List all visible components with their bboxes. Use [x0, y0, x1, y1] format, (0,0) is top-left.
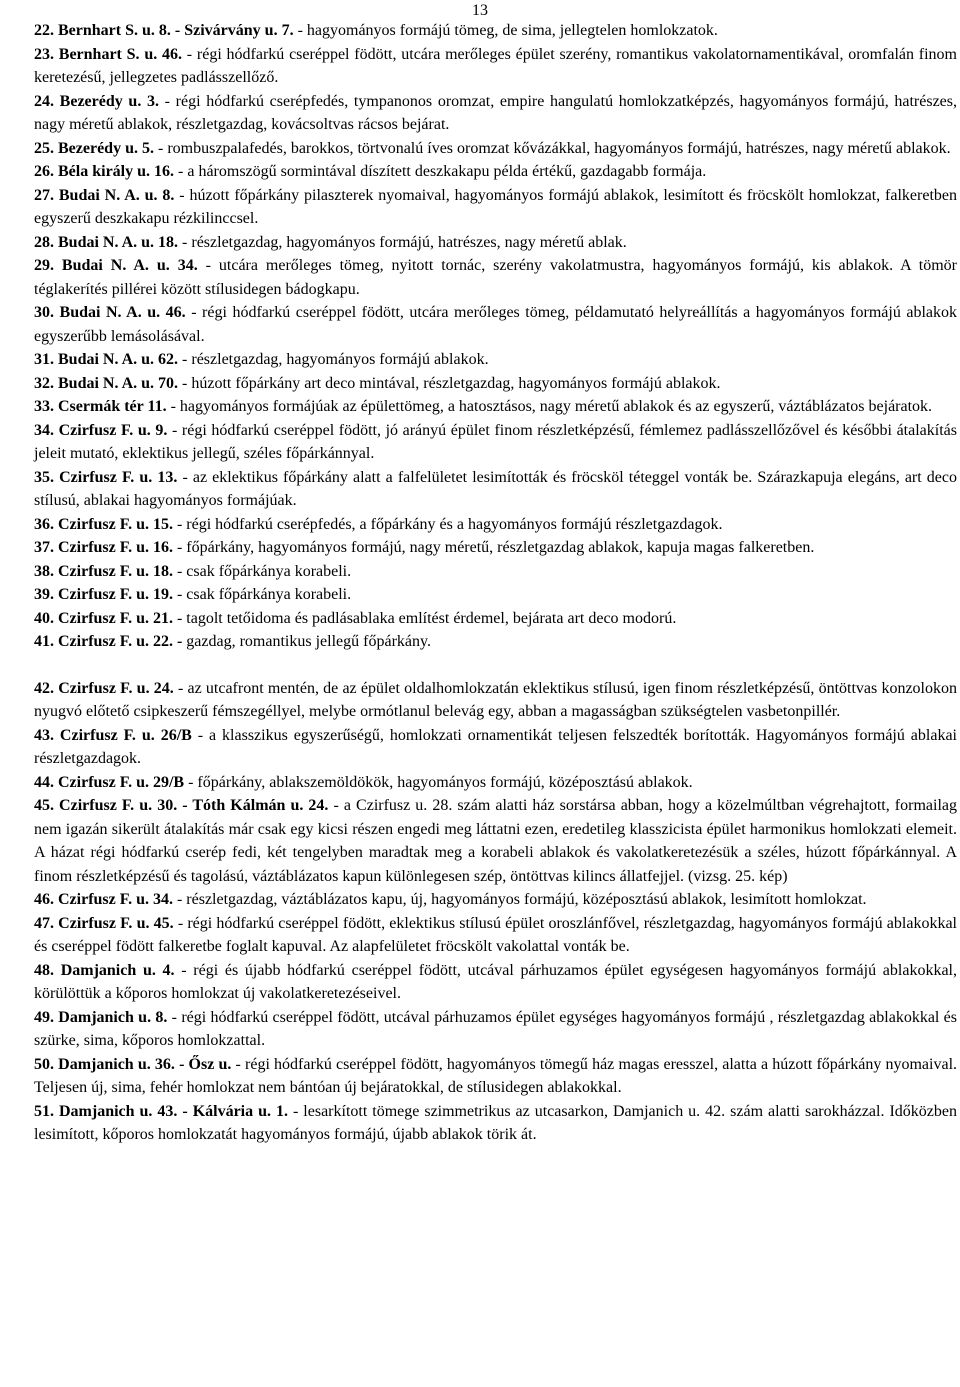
- entry-description: - húzott főpárkány pilaszterek nyomaival, hagyományos formájú ablakok, lesimított és fröcskölt homlokzat, falkeretben egyszerű deszkakapu rézkilinccsel.: [34, 186, 958, 227]
- entry-item: [34, 1100, 957, 1147]
- entry-address: 35. Czirfusz F. u. 13.: [34, 468, 178, 486]
- entry-description: - hagyományos formájú tömeg, de sima, jellegtelen homlokzatok.: [293, 22, 718, 39]
- entry-item: [34, 560, 957, 584]
- entry-item: [34, 231, 957, 255]
- entry-description: - részletgazdag, hagyományos formájú ablakok.: [178, 351, 489, 368]
- entry-item: [34, 90, 957, 137]
- entry-description: - régi hódfarkú cseréppel födött, utcára merőleges tömeg, példamutató helyreállítás a hagyományos formájú ablakok egyszerűbb lemásolásával.: [34, 304, 957, 345]
- entry-item: [34, 372, 957, 396]
- entry-description: - az utcafront mentén, de az épület oldalhomlokzatán eklektikus stílusú, igen finom részletképzésű, öntöttvas konzolokon nyugvó előtető csipkeszerű fémszegéllyel, melybe ormótlanul belevág egy, abban a magasságban szükségtelen vasbetonpillér.: [34, 679, 957, 720]
- entry-address: 43. Czirfusz F. u. 26/B: [34, 726, 192, 744]
- page-number: 13: [472, 2, 488, 19]
- entry-address: 27. Budai N. A. u. 8.: [34, 186, 175, 204]
- entry-address: 36. Czirfusz F. u. 15.: [34, 515, 173, 533]
- entry-item: [34, 677, 957, 724]
- entry-description: gazdag, romantikus jellegű főpárkány.: [182, 633, 431, 650]
- entry-address: 28. Budai N. A. u. 18.: [34, 233, 179, 251]
- entry-address: 45. Czirfusz F. u. 30. - Tóth Kálmán u. 24.: [34, 797, 329, 814]
- entry-item: [34, 348, 957, 372]
- entry-list: [34, 19, 957, 1147]
- entry-address: 31. Budai N. A. u. 62.: [34, 351, 179, 368]
- entry-description: - a klasszikus egyszerűségű, homlokzati ornamentikát teljesen felszedték borították. Hagyományos formájú ablakai részletgazdagok.: [34, 726, 957, 767]
- entry-item: [34, 959, 957, 1006]
- entry-item: [34, 794, 957, 888]
- entry-description: - régi hódfarkú cseréppel födött, jó arányú épület finom részletképzésű, fémlemez padlásszellőzővel és későbbi átalakítás jeleit mutató, eklektikus jellegű, széles főpárkánnyal.: [34, 421, 957, 462]
- entry-address: 44. Czirfusz F. u. 29/B: [34, 773, 185, 791]
- entry-address: 26. Béla király u. 16.: [34, 163, 175, 180]
- entry-description: - főpárkány, ablakszemöldökök, hagyományos formájú, középosztású ablakok.: [184, 773, 693, 791]
- entry-item: [34, 184, 957, 231]
- entry-address: 30. Budai N. A. u. 46.: [34, 304, 186, 321]
- entry-item: [34, 466, 957, 513]
- entry-description: - húzott főpárkány art deco mintával, részletgazdag, hagyományos formájú ablakok.: [178, 374, 721, 392]
- entry-address: 42. Czirfusz F. u. 24.: [34, 679, 174, 697]
- entry-address: 29. Budai N. A. u. 34.: [34, 257, 198, 274]
- entry-item: [34, 1006, 957, 1053]
- entry-address: 48. Damjanich u. 4.: [34, 961, 175, 979]
- entry-address: 50. Damjanich u. 36. - Ősz u.: [34, 1055, 232, 1073]
- entry-item: [34, 160, 957, 184]
- entry-item: [34, 1053, 957, 1100]
- entry-address: 34. Czirfusz F. u. 9.: [34, 421, 168, 439]
- entry-description: - rombuszpalafedés, barokkos, törtvonalú íves oromzat kővázákkal, hagyományos formájú, hatrészes, nagy méretű ablakok.: [153, 139, 951, 157]
- entry-address: 23. Bernhart S. u. 46.: [34, 45, 183, 63]
- entry-description: - régi hódfarkú cseréppel födött, utcával párhuzamos épület egységes hagyományos formájú , részletgazdag ablakokkal és szürke, sima, kőporos homlokzattal.: [34, 1008, 957, 1049]
- entry-description: - főpárkány, hagyományos formájú, nagy méretű, részletgazdag ablakok, kapuja magas falkeretben.: [172, 539, 815, 556]
- entry-description: - régi hódfarkú cseréppel födött, hagyományos tömegű ház magas eresszel, alatta a húzott főpárkány nyomaival. Teljesen új, sima, fehér homlokzat nem bántóan új bejáratokkal, de stílusidegen ablakokkal.: [34, 1055, 958, 1096]
- entry-item: [34, 630, 957, 654]
- entry-description: - részletgazdag, váztáblázatos kapu, új, hagyományos formájú, középosztású ablakok, lesimított homlokzat.: [172, 891, 867, 908]
- entry-address: 51. Damjanich u. 43. - Kálvária u. 1.: [34, 1102, 288, 1120]
- entry-description: - régi és újabb hódfarkú cseréppel födött, utcával párhuzamos épület egységesen hagyományos formájú ablakokkal, körülöttük a kőporos homlokzat új vakolatkeretezéseivel.: [34, 961, 958, 1002]
- entry-description: - régi hódfarkú cseréppel födött, utcára merőleges épület szerény, romantikus vakolatornamentikával, oromfalán finom keretezésű, jellegzetes padlásszellőző.: [34, 45, 957, 86]
- entry-item: [34, 301, 957, 348]
- entry-description: - csak főpárkánya korabeli.: [172, 562, 352, 580]
- entry-item: [34, 583, 957, 607]
- entry-item: [34, 771, 957, 795]
- entry-address: 33. Csermák tér 11.: [34, 398, 167, 415]
- entry-item: [34, 888, 957, 912]
- entry-description: - a Czirfusz u. 28. szám alatti ház sorstársa abban, hogy a közelmúltban végrehajtott, formailag nem igazán sikerült átalakítás már csak egy kicsi részen engedi meg láttatni ezen, eredetileg klasszicista épület harmonikus homlokzati elemeit. A házat régi hódfarkú cserép fedi, két tengelyben maradtak meg a korabeli ablakok és vakolatkeretezésük a széles, húzott főpárkánnyal. A finom részletképzésű és tagolású, váztáblázatos kapun különlegesen szép, öntöttvas kilincs állatfejjel. (vizsg. 25. kép): [34, 797, 957, 885]
- entry-address: 49. Damjanich u. 8.: [34, 1008, 168, 1026]
- entry-description: - a háromszögű sormintával díszített deszkakapu példa értékű, gazdagabb formája.: [174, 163, 707, 180]
- entry-item: [34, 513, 957, 537]
- entry-description: - hagyományos formájúak az épülettömeg, a hatosztásos, nagy méretű ablakok és az egyszerű, váztáblázatos bejáratok.: [166, 398, 933, 415]
- entry-address: 46. Czirfusz F. u. 34.: [34, 891, 173, 908]
- entry-item: [34, 536, 957, 560]
- entry-address: 47. Czirfusz F. u. 45.: [34, 914, 174, 932]
- entry-description: - csak főpárkánya korabeli.: [172, 586, 352, 603]
- entry-description: - az eklektikus főpárkány alatt a falfelületet lesimították és fröcsköl téteggel vonták be. Szárazkapuja elegáns, art deco stílusú, ablakai hagyományos formájúak.: [34, 468, 958, 509]
- entry-address: 40. Czirfusz F. u. 21.: [34, 609, 173, 627]
- entry-item: [34, 137, 957, 161]
- entry-address: 41. Czirfusz F. u. 22. -: [34, 633, 183, 650]
- entry-description: - régi hódfarkú cserépfedés, tympanonos oromzat, empire hangulatú homlokzatképzés, hagyományos formájú, hatrészes, nagy méretű ablakok, részletgazdag, kovácsoltvas rácsos bejárat.: [34, 92, 957, 133]
- entry-address: 38. Czirfusz F. u. 18.: [34, 562, 173, 580]
- entry-item: [34, 912, 957, 959]
- entry-description: - régi hódfarkú cseréppel födött, eklektikus stílusú épület oroszlánfővel, részletgazdag, hagyományos formájú ablakokkal és cseréppel födött falkeretbe foglalt kapuval. Az alapfelületet fröcskölt vakolattal vonták be.: [34, 914, 957, 955]
- entry-address: 25. Bezerédy u. 5.: [34, 139, 154, 157]
- paragraph-gap: [34, 654, 957, 677]
- entry-item: [34, 395, 957, 419]
- entry-item: [34, 19, 957, 43]
- entry-description: - részletgazdag, hagyományos formájú, hatrészes, nagy méretű ablak.: [178, 233, 627, 251]
- entry-address: 37. Czirfusz F. u. 16.: [34, 539, 173, 556]
- entry-item: [34, 724, 957, 771]
- entry-item: [34, 254, 957, 301]
- entry-address: 22. Bernhart S. u. 8. - Szivárvány u. 7.: [34, 22, 294, 39]
- entry-description: - lesarkított tömege szimmetrikus az utcasarkon, Damjanich u. 42. szám alatti sarokházzal. Időközben lesimított, kőporos homlokzatát hagyományos formájú, újabb ablakok törik át.: [34, 1102, 957, 1143]
- entry-item: [34, 607, 957, 631]
- entry-description: - utcára merőleges tömeg, nyitott tornác, szerény vakolatmustra, hagyományos formájú, kis ablakok. A tömör téglakerítés pillérei között stílusidegen bádogkapu.: [34, 257, 957, 298]
- entry-description: - tagolt tetőidoma és padlásablaka említést érdemel, bejárata art deco modorú.: [172, 609, 677, 627]
- entry-item: [34, 43, 957, 90]
- entry-description: - régi hódfarkú cserépfedés, a főpárkány és a hagyományos formájú részletgazdagok.: [172, 515, 723, 533]
- entry-address: 24. Bezerédy u. 3.: [34, 92, 159, 110]
- entry-item: [34, 419, 957, 466]
- entry-address: 39. Czirfusz F. u. 19.: [34, 586, 173, 603]
- entry-address: 32. Budai N. A. u. 70.: [34, 374, 179, 392]
